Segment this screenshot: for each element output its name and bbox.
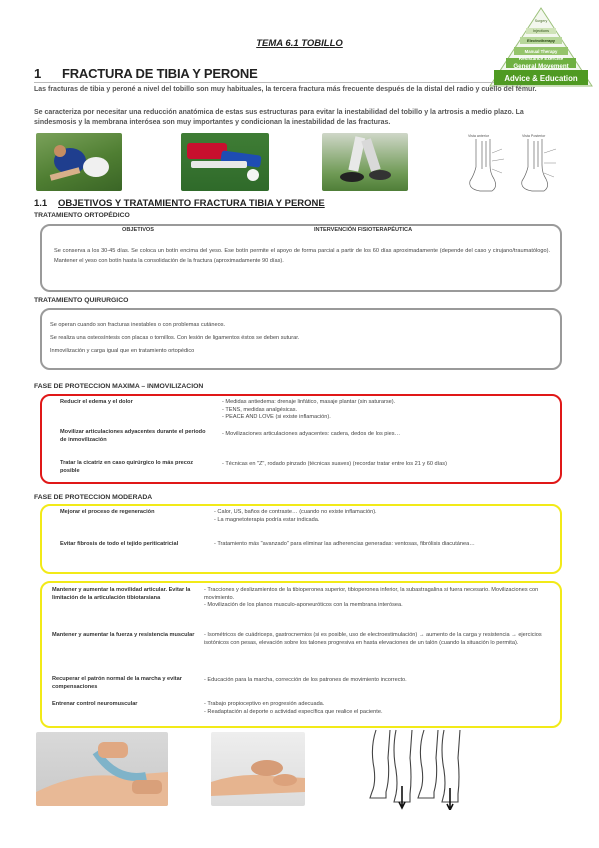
calf-raise-illustration (356, 728, 466, 810)
quirurgico-line-2: Se realiza una osteosíntesis con placas o tornillos. Con lesión de ligamentos éstos se deben suturar. (50, 335, 300, 341)
fase-maxima-int-3: - Técnicas en "Z", rodado pinzado (técnicas suaves) (recordar tratar entre los 21 y 60 días) (222, 461, 447, 467)
fase-3-int-4: - Trabajo propioceptivo en progresión adecuada. - Readaptación al deporte o actividad específica que realice el paciente. (204, 701, 383, 715)
fase-moderada-obj-2: Evitar fibrosis de todo el tejido periticatricial (60, 541, 179, 547)
pyramid-level-advice-education: Advice & Education (504, 73, 578, 83)
fase-maxima-heading: FASE DE PROTECCION MAXIMA – INMOVILIZACION (34, 383, 204, 390)
fase-maxima-int-2: - Movilizaciones articulaciones adyacentes: cadera, dedos de los pies… (222, 431, 401, 437)
description-paragraph: Se caracteriza por necesitar una reducción anatómica de estas sus estructuras para evitar la inestabilidad del tobillo y la artrosis a medio plazo. La sindesmosis y la membrana interósea son muy importantes y condicionan la inestabilidad de las fracturas. (34, 109, 524, 126)
pyramid-level-electrotherapy: Electrotherapy (526, 38, 555, 43)
pyramid-level-manual-therapy: Manual Therapy (524, 48, 558, 54)
fase-moderada-int-1: - Calor, US, baños de contraste… (cuando no existe inflamación). - La magnetoterapia podría estar indicada. (214, 509, 377, 523)
fase-3-obj-4: Entrenar control neuromuscular (52, 701, 138, 707)
pyramid-level-injections: Injections (532, 28, 550, 33)
ortopedico-heading: TRATAMIENTO ORTOPÉDICO (34, 212, 130, 219)
section-heading: 1 FRACTURA DE TIBIA Y PERONE (34, 66, 258, 81)
fase-maxima-obj-1: Reducir el edema y el dolor (60, 399, 133, 405)
injury-photo-3 (322, 133, 408, 191)
quirurgico-line-1: Se operan cuando son fracturas inestables o con problemas cutáneos. (50, 322, 226, 328)
page-title: TEMA 6.1 TOBILLO (256, 38, 343, 49)
fase-moderada-obj-1: Mejorar el proceso de regeneración (60, 509, 155, 515)
fase-maxima-obj-2: Movilizar articulaciones adyacentes durante el periodo de inmovilización (60, 429, 206, 443)
quirurgico-heading: TRATAMIENTO QUIRURGICO (34, 297, 129, 304)
injury-photo-1 (36, 133, 122, 191)
intro-paragraph: Las fracturas de tibia y peroné a nivel del tobillo son muy habituales, la tercera fractura más frecuente después de la distal del radio y cuello del fémur. (34, 86, 537, 93)
pyramid-level-general-movement: General Movement (513, 63, 569, 70)
figure-label-posterior: Vista Posterior (522, 134, 546, 138)
col-intervencion: INTERVENCIÓN FISIOTERAPÉUTICA (314, 227, 413, 233)
fase-3-obj-3: Recuperar el patrón normal de la marcha y evitar compensaciones (52, 676, 182, 690)
subsection-heading: 1.1 OBJETIVOS Y TRATAMIENTO FRACTURA TIBIA Y PERONE (34, 198, 325, 209)
pyramid-level-surgery: Surgery (534, 19, 548, 23)
fase-3-int-2: - Isométricos de cuádriceps, gastrocnemios (si es posible, uso de electroestimulación) → aumento de la carga y resistencia → ejercicios isotónicos con pesas, elevación sobre los talones progresiva en hasta elevaciones de un talón (cuando la situación lo permita). (204, 632, 542, 646)
treatment-pyramid (488, 6, 594, 88)
exercise-photo-mobilization (211, 732, 305, 806)
fase-moderada-heading: FASE DE PROTECCION MODERADA (34, 494, 153, 501)
col-objetivos: OBJETIVOS (122, 227, 155, 233)
heading-rule (34, 82, 494, 83)
fase-3-obj-2: Mantener y aumentar la fuerza y resistencia muscular (52, 632, 195, 638)
injury-photo-2 (181, 133, 269, 191)
fase-3-obj-1: Mantener y aumentar la movilidad articular. Evitar la limitación de la articulación tibiotarsiana (52, 587, 191, 601)
figure-label-anterior: Vista anterior (468, 134, 490, 138)
quirurgico-line-3: Inmovilización y carga igual que en tratamiento ortopédico (50, 348, 195, 354)
ortopedico-text: Se conserva a los 30-45 días. Se coloca un botín encima del yeso. Ese botín permite el apoyo de forma parcial a partir de los 60 días aproximadamente (depende del caso y cirujano/traumatólogo). Mantener el yeso con botín hasta la consolidación de la fractura (aproximadamente 90 días). (54, 248, 550, 264)
fase-maxima-obj-3: Tratar la cicatriz en caso quirúrgico lo más precoz posible (60, 460, 194, 474)
fase-moderada-int-2: - Tratamiento más "avanzado" para eliminar las adherencias generadas: ventosas, fibrólisis diacutánea… (214, 541, 475, 547)
fase-3-int-3: - Educación para la marcha, corrección de los patrones de movimiento incorrecto. (204, 677, 407, 683)
fase-maxima-int-1: - Medidas antiedema: drenaje linfático, masaje plantar (sin saturarse). - TENS, medidas analgésicas. - PEACE AND LOVE (si existe inflamación). (222, 399, 396, 420)
pyramid-level-resistance-exercise: Resistance Exercise (518, 56, 564, 61)
fase-3-int-1: - Tracciones y deslizamientos de la tibioperonea superior, tibioperonea inferior, la subastragalina si fuera necesario. Movilizaciones con movimiento. - Movilización de los planos musculo-aponeuróticos con la membrana interósea. (204, 587, 539, 608)
exercise-photo-band (36, 732, 168, 806)
ankle-anatomy-figure (462, 133, 562, 195)
